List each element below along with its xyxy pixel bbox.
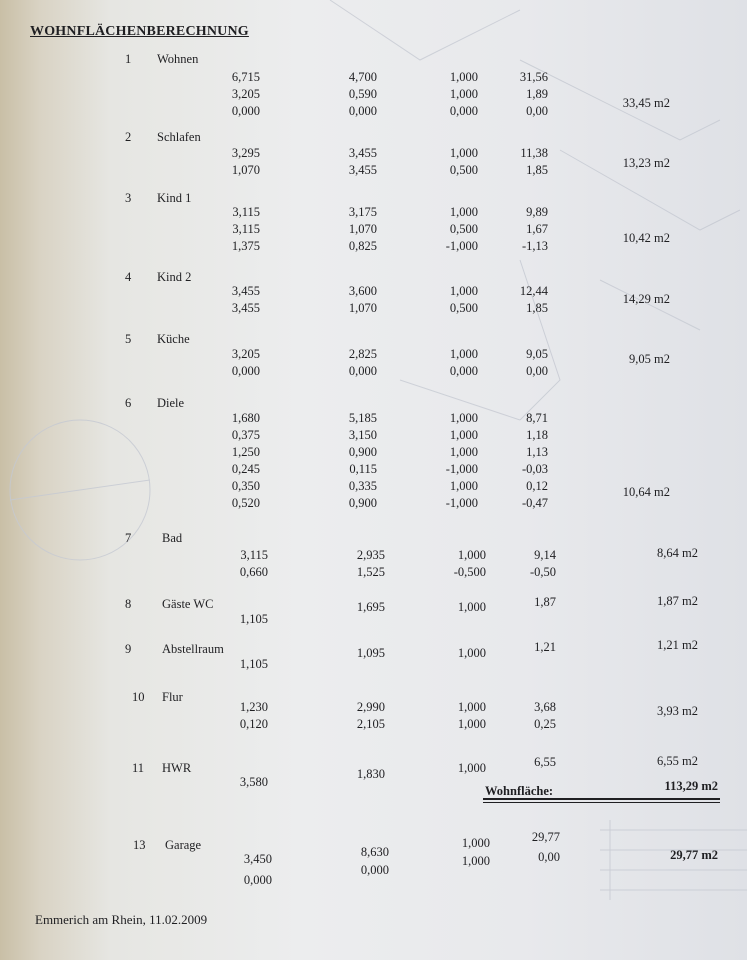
measurement-cell: 9,14 bbox=[534, 548, 556, 562]
measurement-cell: 29,77 bbox=[531, 830, 560, 844]
measurement-cell: -0,50 bbox=[529, 565, 556, 579]
measurement-cell: 0,00 bbox=[538, 850, 560, 864]
room-number: 8 bbox=[125, 597, 132, 611]
room-name: Flur bbox=[162, 690, 183, 704]
measurement-cell: 0,000 bbox=[231, 104, 260, 118]
room-number: 1 bbox=[125, 52, 132, 66]
measurement-cell: 3,205 bbox=[231, 347, 260, 361]
room-number: 4 bbox=[125, 270, 132, 284]
measurement-cell: 1,000 bbox=[449, 284, 478, 298]
measurement-cell: 1,89 bbox=[526, 87, 548, 101]
measurement-cell: 1,000 bbox=[457, 548, 486, 562]
room-area-total: 10,64 m2 bbox=[622, 485, 670, 499]
measurement-cell: 3,455 bbox=[231, 301, 260, 315]
room-area-total: 1,87 m2 bbox=[657, 594, 698, 608]
measurement-cell: 3,295 bbox=[231, 146, 260, 160]
measurement-cell: 0,000 bbox=[348, 104, 377, 118]
measurement-cell: 3,600 bbox=[348, 284, 377, 298]
measurement-cell: 1,830 bbox=[356, 767, 385, 781]
measurement-cell: 1,000 bbox=[449, 411, 478, 425]
measurement-cell: 1,000 bbox=[449, 70, 478, 84]
measurement-cell: 1,070 bbox=[348, 222, 377, 236]
measurement-cell: 0,375 bbox=[231, 428, 260, 442]
measurement-cell: 1,070 bbox=[348, 301, 377, 315]
measurement-cell: -0,500 bbox=[453, 565, 486, 579]
measurement-cell: 3,455 bbox=[348, 146, 377, 160]
measurement-cell: 3,205 bbox=[231, 87, 260, 101]
measurement-cell: 3,455 bbox=[231, 284, 260, 298]
measurement-cell: 1,000 bbox=[449, 445, 478, 459]
measurement-cell: 3,68 bbox=[534, 700, 556, 714]
measurement-cell: 31,56 bbox=[519, 70, 548, 84]
measurement-cell: 0,900 bbox=[348, 445, 377, 459]
measurement-cell: 3,115 bbox=[240, 548, 268, 562]
measurement-cell: 0,000 bbox=[449, 364, 478, 378]
measurement-cell: 1,375 bbox=[231, 239, 260, 253]
measurement-cell: 8,71 bbox=[526, 411, 548, 425]
measurement-cell: 3,580 bbox=[239, 775, 268, 789]
measurement-cell: 0,900 bbox=[348, 496, 377, 510]
measurement-cell: 8,630 bbox=[360, 845, 389, 859]
room-number: 13 bbox=[133, 838, 146, 852]
measurement-cell: -1,13 bbox=[521, 239, 548, 253]
room-number: 3 bbox=[125, 191, 132, 205]
measurement-cell: 12,44 bbox=[519, 284, 548, 298]
measurement-cell: 1,000 bbox=[457, 600, 486, 614]
room-name: Garage bbox=[165, 838, 202, 852]
measurement-cell: 0,000 bbox=[449, 104, 478, 118]
measurement-cell: 3,175 bbox=[348, 205, 377, 219]
measurement-cell: 1,525 bbox=[356, 565, 385, 579]
measurement-cell: -1,000 bbox=[445, 462, 478, 476]
room-name: Abstellraum bbox=[162, 642, 224, 656]
measurement-cell: 1,230 bbox=[239, 700, 268, 714]
measurement-cell: 1,000 bbox=[457, 646, 486, 660]
living-area-value: 113,29 m2 bbox=[664, 779, 718, 793]
measurement-cell: 0,00 bbox=[526, 364, 548, 378]
room-area-total: 8,64 m2 bbox=[657, 546, 698, 560]
measurement-cell: 1,070 bbox=[231, 163, 260, 177]
room-name: Gäste WC bbox=[162, 597, 214, 611]
room-name: Küche bbox=[157, 332, 190, 346]
room-number: 6 bbox=[125, 396, 132, 410]
measurement-cell: 0,520 bbox=[231, 496, 260, 510]
measurement-cell: 1,21 bbox=[534, 640, 556, 654]
room-name: Diele bbox=[157, 396, 185, 410]
measurement-cell: 6,715 bbox=[231, 70, 260, 84]
living-area-label: Wohnfläche: bbox=[485, 784, 554, 798]
measurement-cell: 2,105 bbox=[356, 717, 385, 731]
measurement-cell: 4,700 bbox=[348, 70, 377, 84]
measurement-cell: 1,095 bbox=[356, 646, 385, 660]
room-number: 7 bbox=[125, 531, 132, 545]
measurement-cell: 5,185 bbox=[348, 411, 377, 425]
measurement-cell: 0,115 bbox=[349, 462, 377, 476]
measurement-cell: 1,695 bbox=[356, 600, 385, 614]
measurement-cell: 1,87 bbox=[534, 595, 556, 609]
garage-area-total: 29,77 m2 bbox=[670, 848, 718, 862]
room-number: 9 bbox=[125, 642, 132, 656]
measurement-cell: 1,85 bbox=[526, 301, 548, 315]
measurement-cell: -0,03 bbox=[521, 462, 548, 476]
measurement-cell: 2,990 bbox=[356, 700, 385, 714]
measurement-cell: 1,13 bbox=[526, 445, 548, 459]
measurement-cell: -1,000 bbox=[445, 496, 478, 510]
measurement-cell: 1,000 bbox=[449, 479, 478, 493]
measurement-cell: 0,000 bbox=[348, 364, 377, 378]
measurement-cell: 0,500 bbox=[449, 163, 478, 177]
measurement-cell: 1,000 bbox=[457, 761, 486, 775]
measurement-cell: 0,12 bbox=[526, 479, 548, 493]
document-title: WOHNFLÄCHENBERECHNUNG bbox=[30, 24, 249, 39]
measurement-cell: 11,38 bbox=[520, 146, 548, 160]
room-number: 10 bbox=[132, 690, 145, 704]
measurement-cell: 1,105 bbox=[239, 612, 268, 626]
measurement-cell: 1,000 bbox=[457, 717, 486, 731]
measurement-cell: 1,680 bbox=[231, 411, 260, 425]
measurement-cell: 0,590 bbox=[348, 87, 377, 101]
measurement-cell: 1,105 bbox=[239, 657, 268, 671]
room-area-total: 9,05 m2 bbox=[629, 352, 670, 366]
measurement-cell: 0,000 bbox=[360, 863, 389, 877]
measurement-cell: 2,935 bbox=[356, 548, 385, 562]
measurement-cell: 1,250 bbox=[231, 445, 260, 459]
room-name: Schlafen bbox=[157, 130, 201, 144]
measurement-cell: 1,000 bbox=[449, 146, 478, 160]
measurement-cell: 1,000 bbox=[449, 87, 478, 101]
measurement-cell: 1,000 bbox=[461, 854, 490, 868]
room-number: 11 bbox=[132, 761, 145, 775]
room-area-total: 1,21 m2 bbox=[657, 638, 698, 652]
measurement-cell: 0,00 bbox=[526, 104, 548, 118]
room-name: Bad bbox=[162, 531, 183, 545]
place-date-footer: Emmerich am Rhein, 11.02.2009 bbox=[35, 912, 208, 927]
measurement-cell: 3,450 bbox=[243, 852, 272, 866]
room-area-total: 10,42 m2 bbox=[622, 231, 670, 245]
measurement-cell: 0,120 bbox=[239, 717, 268, 731]
measurement-cell: 1,000 bbox=[449, 428, 478, 442]
room-area-total: 13,23 m2 bbox=[622, 156, 670, 170]
room-area-total: 33,45 m2 bbox=[622, 96, 670, 110]
measurement-cell: 0,350 bbox=[231, 479, 260, 493]
measurement-cell: 0,660 bbox=[239, 565, 268, 579]
room-area-total: 3,93 m2 bbox=[657, 704, 698, 718]
measurement-cell: 0,825 bbox=[348, 239, 377, 253]
measurement-cell: 0,000 bbox=[243, 873, 272, 887]
measurement-cell: 1,000 bbox=[449, 347, 478, 361]
summary-double-rule bbox=[483, 802, 720, 803]
room-name: Kind 1 bbox=[157, 191, 192, 205]
measurement-cell: 1,67 bbox=[526, 222, 548, 236]
room-area-total: 14,29 m2 bbox=[622, 292, 670, 306]
measurement-cell: 0,500 bbox=[449, 222, 478, 236]
measurement-cell: 0,500 bbox=[449, 301, 478, 315]
measurement-cell: 6,55 bbox=[534, 755, 556, 769]
measurement-cell: 1,000 bbox=[461, 836, 490, 850]
measurement-cell: 3,115 bbox=[232, 205, 260, 219]
measurement-cell: -1,000 bbox=[445, 239, 478, 253]
measurement-cell: 9,89 bbox=[526, 205, 548, 219]
measurement-cell: 0,245 bbox=[231, 462, 260, 476]
measurement-cell: 0,000 bbox=[231, 364, 260, 378]
room-area-total: 6,55 m2 bbox=[657, 754, 698, 768]
summary-double-rule bbox=[483, 798, 720, 800]
room-name: HWR bbox=[162, 761, 192, 775]
measurement-cell: 3,455 bbox=[348, 163, 377, 177]
room-number: 2 bbox=[125, 130, 132, 144]
room-name: Kind 2 bbox=[157, 270, 192, 284]
measurement-cell: 3,150 bbox=[348, 428, 377, 442]
measurement-cell: 2,825 bbox=[348, 347, 377, 361]
measurement-cell: 9,05 bbox=[526, 347, 548, 361]
measurement-cell: 1,85 bbox=[526, 163, 548, 177]
room-name: Wohnen bbox=[157, 52, 199, 66]
measurement-cell: 1,18 bbox=[526, 428, 548, 442]
measurement-cell: 0,335 bbox=[348, 479, 377, 493]
measurement-cell: 1,000 bbox=[457, 700, 486, 714]
measurement-cell: -0,47 bbox=[521, 496, 548, 510]
measurement-cell: 0,25 bbox=[534, 717, 556, 731]
measurement-cell: 3,115 bbox=[232, 222, 260, 236]
room-number: 5 bbox=[125, 332, 132, 346]
measurement-cell: 1,000 bbox=[449, 205, 478, 219]
